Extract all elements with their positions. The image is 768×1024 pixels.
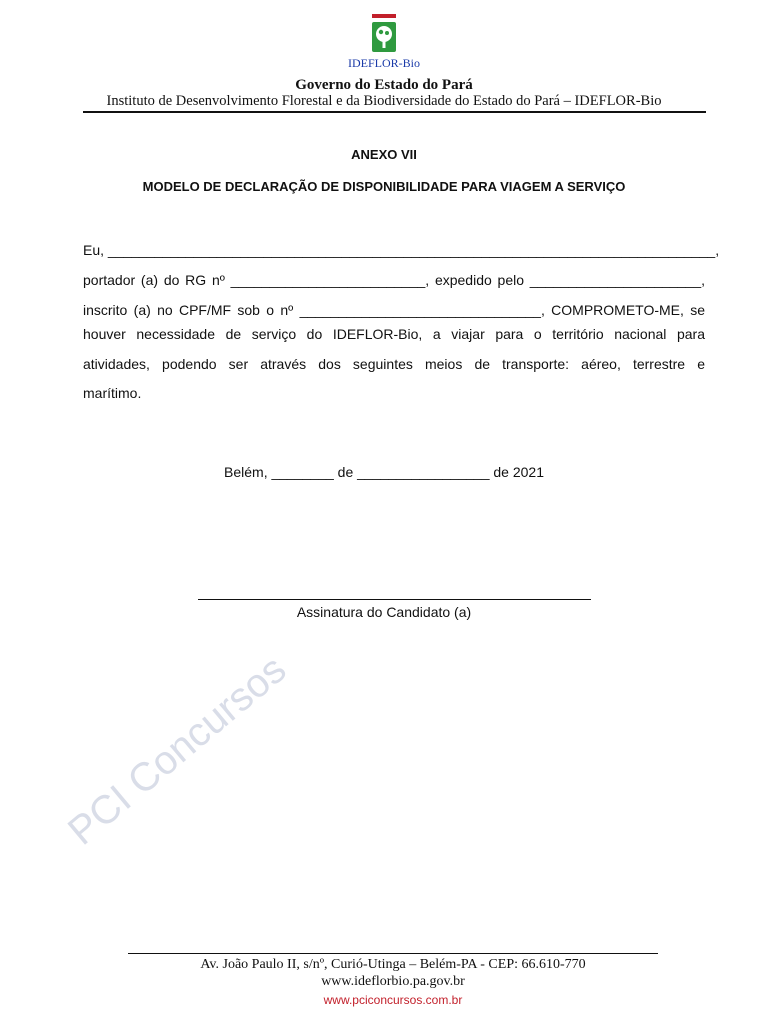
logo-red-stripe	[372, 14, 396, 18]
ideflor-logo	[343, 14, 425, 76]
footer-divider	[128, 953, 658, 954]
tree-icon	[372, 22, 396, 52]
body-line-cpf: inscrito (a) no CPF/MF sob o nº _______________________________, COMPROMETO-ME, se	[83, 302, 705, 318]
date-line: Belém, ________ de _________________ de 2021	[224, 464, 544, 480]
government-heading: Governo do Estado do Pará	[295, 77, 473, 93]
body-line-name: Eu, ______________________________________________________________________________,	[83, 242, 720, 258]
body-line-service: houver necessidade de serviço do IDEFLOR-Bio, a viajar para o território nacional para	[83, 326, 705, 342]
logo-name: IDEFLOR-Bio	[348, 56, 420, 70]
footer-address: Av. João Paulo II, s/nº, Curió-Utinga – Belém-PA - CEP: 66.610-770	[200, 957, 586, 972]
source-link[interactable]: www.pciconcursos.com.br	[323, 993, 463, 1007]
body-line-rg: portador (a) do RG nº _________________________, expedido pelo ______________________,	[83, 272, 705, 288]
footer-website: www.ideflorbio.pa.gov.br	[321, 974, 465, 989]
signature-line	[198, 599, 591, 600]
document-title: MODELO DE DECLARAÇÃO DE DISPONIBILIDADE PARA VIAGEM A SERVIÇO	[142, 179, 626, 194]
body-line-transport: atividades, podendo ser através dos seguintes meios de transporte: aéreo, terrestre e	[83, 356, 705, 372]
header-divider	[83, 111, 706, 113]
watermark: PCI Concursos	[60, 647, 295, 854]
annex-number: ANEXO VII	[351, 147, 417, 162]
signature-label: Assinatura do Candidato (a)	[296, 604, 472, 620]
body-line-end: marítimo.	[83, 385, 142, 401]
institute-heading: Instituto de Desenvolvimento Florestal e da Biodiversidade do Estado do Pará – IDEFLOR-Bio	[106, 93, 662, 109]
